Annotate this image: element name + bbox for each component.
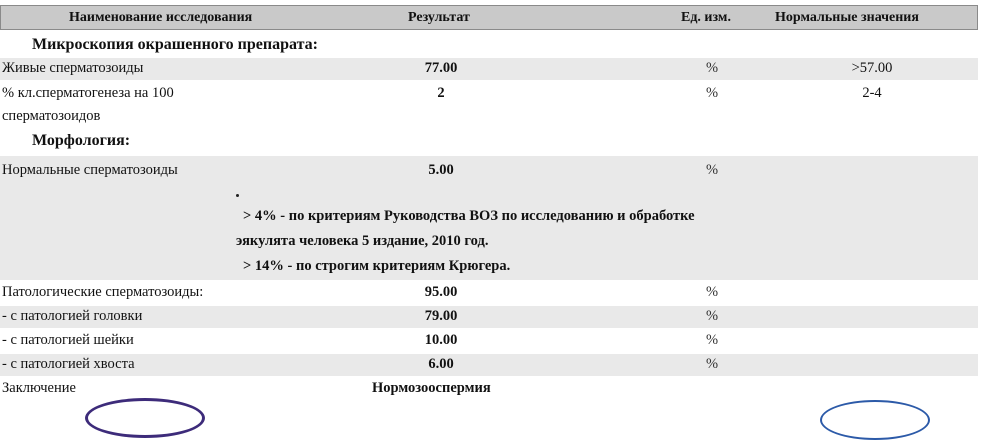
- row-name: - с патологией головки: [2, 308, 143, 324]
- row-result: 77.00: [424, 60, 458, 76]
- row-pathological: [0, 282, 978, 304]
- row-unit: %: [705, 332, 719, 348]
- conclusion-value: Нормозооспермия: [372, 380, 491, 396]
- row-head: [0, 306, 978, 328]
- row-conclusion: [0, 378, 978, 400]
- row-name: - с патологией шейки: [2, 332, 134, 348]
- row-unit: %: [705, 60, 719, 76]
- header-name: Наименование исследования: [69, 10, 253, 25]
- section-microscopy: Микроскопия окрашенного препарата:: [32, 36, 318, 53]
- bullet-dot: [236, 194, 239, 197]
- note-line-2: эякулята человека 5 издание, 2010 год.: [236, 233, 489, 249]
- row-result: 5.00: [428, 162, 454, 178]
- section-morphology: Морфология:: [32, 132, 131, 149]
- stamp-seal-left: [85, 398, 205, 438]
- row-name: Патологические сперматозоиды:: [2, 284, 204, 300]
- row-unit: %: [705, 284, 719, 300]
- row-name: Нормальные сперматозоиды: [2, 162, 178, 178]
- row-name: - с патологией хвоста: [2, 356, 135, 372]
- row-unit: %: [705, 308, 719, 324]
- row-norm: 2-4: [862, 85, 882, 101]
- row-sperm-cells: [0, 82, 978, 128]
- header-unit: Ед. изм.: [681, 10, 731, 25]
- header-norm: Нормальные значения: [775, 10, 919, 25]
- row-normal: [0, 156, 978, 280]
- row-live: [0, 58, 978, 80]
- header-result: Результат: [408, 10, 470, 25]
- row-name-line1: % кл.сперматогенеза на 100: [2, 85, 174, 101]
- note-line-1: > 4% - по критериям Руководства ВОЗ по исследованию и обработке: [243, 208, 695, 224]
- table-header: [0, 5, 978, 30]
- row-name-line2: сперматозоидов: [2, 108, 101, 124]
- row-name: Заключение: [2, 380, 76, 396]
- row-norm: >57.00: [851, 60, 893, 76]
- row-result: 95.00: [424, 284, 458, 300]
- row-name: Живые сперматозоиды: [2, 60, 144, 76]
- note-line-3: > 14% - по строгим критериям Крюгера.: [243, 258, 511, 274]
- row-result: 79.00: [424, 308, 458, 324]
- stamp-seal-right: [820, 400, 930, 440]
- row-unit: %: [705, 356, 719, 372]
- row-unit: %: [705, 162, 719, 178]
- row-neck: [0, 330, 978, 352]
- row-unit: %: [705, 85, 719, 101]
- row-result: 2: [437, 85, 445, 101]
- row-result: 10.00: [424, 332, 458, 348]
- row-tail: [0, 354, 978, 376]
- row-result: 6.00: [428, 356, 454, 372]
